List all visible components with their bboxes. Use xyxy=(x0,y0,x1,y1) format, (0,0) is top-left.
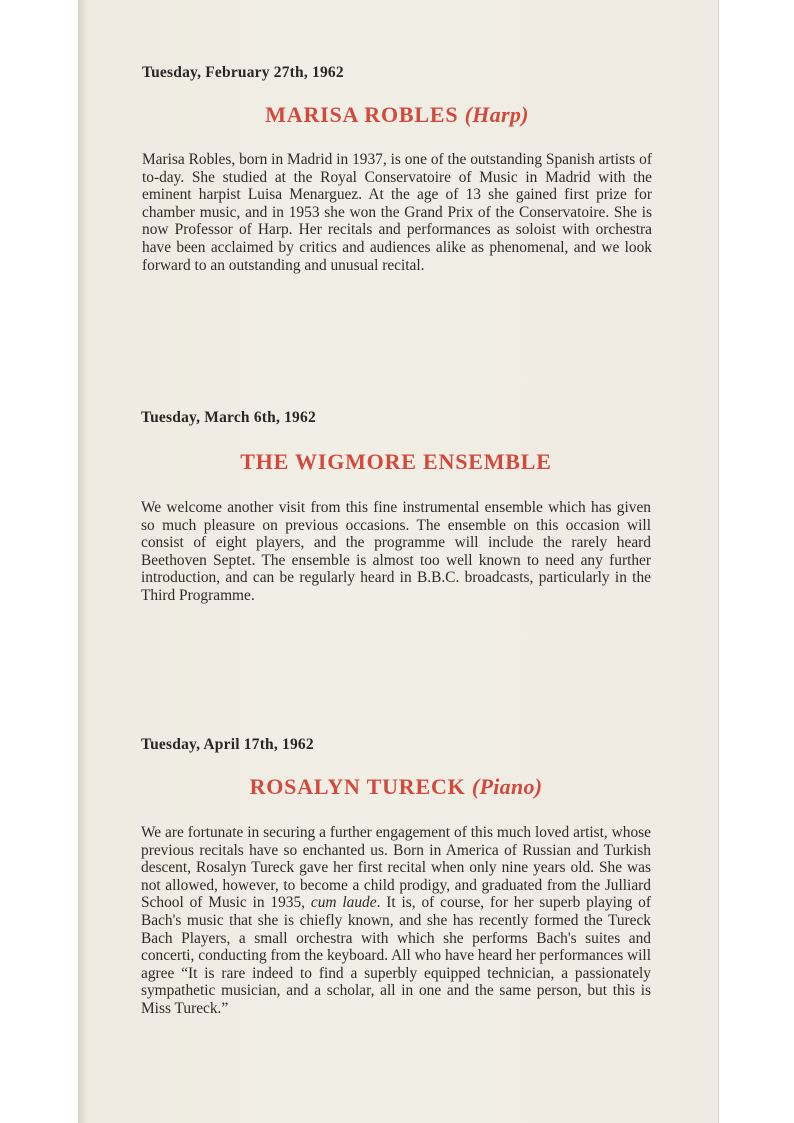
event-description xyxy=(141,824,651,1018)
event-date: Tuesday, February 27th, 1962 xyxy=(142,64,344,81)
performer-instrument: (Harp) xyxy=(464,102,529,127)
description-part: . It is, of course, for her superb playing of Bach's music that she is chiefly known, and she has recently formed the Tureck Bach Players, a small orchestra with which she performs Bach's suites and concerti, conducting from the keyboard. All who have heard her performances will agree “It is rare indeed to find a superbly equipped technician, a passionately sympathetic musician, and a scholar, all in one and the same person, but this is Miss Tureck.” xyxy=(141,894,651,1017)
description-part: We are fortunate in securing a further engagement of this much loved artist, whose previous recitals have so enchanted us. Born in America of Russian and Turkish descent, Rosalyn Tureck gave her first recital when only nine years old. She was not allowed, however, to become a child prodigy, and graduated from the Julliard School of Music in 1935, xyxy=(141,824,651,912)
event-description: We welcome another visit from this fine instrumental ensemble which has given so much pleasure on previous occasions. The ensemble on this occasion will consist of eight players, and the programme will include the rarely heard Beethoven Septet. The ensemble is almost too well known to need any further introduction, and can be regularly heard in B.B.C. broadcasts, particularly in the Third Programme. xyxy=(141,499,651,604)
event-wigmore-ensemble xyxy=(141,409,651,605)
event-rosalyn-tureck xyxy=(141,736,651,1018)
event-date: Tuesday, April 17th, 1962 xyxy=(141,736,314,753)
performer-name: MARISA ROBLES xyxy=(265,102,459,127)
event-title xyxy=(141,774,651,800)
event-description: Marisa Robles, born in Madrid in 1937, is one of the outstanding Spanish artists of to-day. She studied at the Royal Conservatoire of Music in Madrid with the eminent harpist Luisa Menarguez. At the age of 13 she gained first prize for chamber music, and in 1953 she won the Grand Prix of the Conservatoire. She is now Professor of Harp. Her recitals and performances as soloist with orchestra have been acclaimed by critics and audiences alike as phenomenal, and we look forward to an outstanding and unusual recital. xyxy=(142,151,652,274)
event-date: Tuesday, March 6th, 1962 xyxy=(141,409,316,426)
performer-instrument: (Piano) xyxy=(471,774,543,799)
performer-name: THE WIGMORE ENSEMBLE xyxy=(240,449,552,474)
event-marisa-robles xyxy=(142,64,652,274)
page-fold-shadow xyxy=(78,0,88,1123)
description-emphasis: cum laude xyxy=(310,894,377,912)
event-title xyxy=(142,102,652,128)
performer-name: ROSALYN TURECK xyxy=(249,774,466,799)
event-title xyxy=(141,449,651,475)
